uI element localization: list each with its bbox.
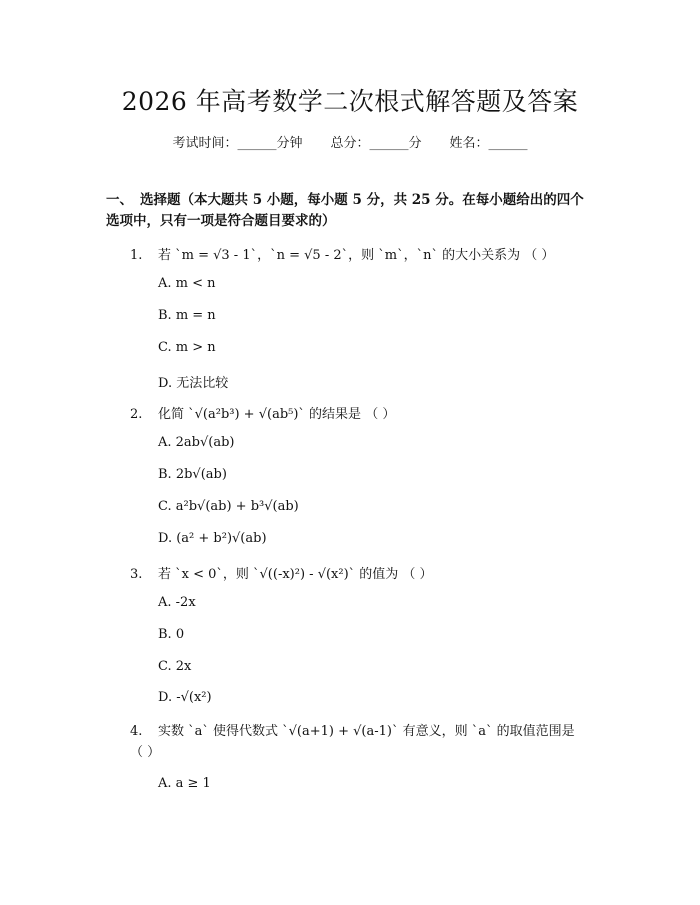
question-2-option-c: C. a²b√(ab) + b³√(ab) — [158, 499, 299, 514]
question-text: 若 `m = √3 - 1`，`n = √5 - 2`，则 `m`，`n` 的大小关系为 （ ） — [158, 248, 555, 263]
question-text: 实数 `a` 使得代数式 `√(a+1) + √(a-1)` 有意义，则 `a` 的取值范围是 （ ） — [130, 724, 575, 760]
question-1-option-a: A. m < n — [158, 276, 216, 291]
question-4-option-a: A. a ≥ 1 — [158, 776, 211, 791]
question-3-option-a: A. -2x — [158, 595, 196, 610]
question-1 — [130, 244, 554, 263]
question-3-option-b: B. 0 — [158, 627, 185, 642]
question-3-option-d: D. -√(x²) — [158, 690, 212, 705]
question-text: 若 `x < 0`，则 `√((-x)²) - √(x²)` 的值为 （ ） — [158, 567, 433, 582]
question-1-option-d: D. 无法比较 — [158, 376, 229, 391]
question-number: 4. — [130, 724, 143, 739]
question-number: 3. — [130, 567, 143, 582]
question-2-option-b: B. 2b√(ab) — [158, 467, 227, 482]
question-2 — [130, 403, 395, 422]
exam-time-field: 考试时间：______分钟 — [172, 136, 303, 151]
question-1-option-b: B. m = n — [158, 308, 216, 323]
section-heading-text: 选择题（本大题共 5 小题，每小题 5 分，共 25 分。在每小题给出的四个选项中，只有一项是符合题目要求的） — [106, 192, 584, 229]
section-number: 一、 — [106, 192, 133, 208]
question-3-option-c: C. 2x — [158, 659, 192, 674]
question-number: 1. — [130, 248, 143, 263]
page-title: 2026 年高考数学二次根式解答题及答案 — [121, 87, 579, 116]
question-2-option-d: D. (a² + b²)√(ab) — [158, 531, 267, 546]
section-heading — [106, 190, 592, 232]
question-number: 2. — [130, 407, 143, 422]
question-3 — [130, 563, 433, 582]
student-name-field: 姓名：______ — [449, 136, 528, 151]
question-1-option-c: C. m > n — [158, 340, 216, 355]
question-2-option-a: A. 2ab√(ab) — [158, 435, 235, 450]
question-text: 化简 `√(a²b³) + √(ab⁵)` 的结果是 （ ） — [158, 407, 396, 422]
question-4 — [130, 721, 590, 763]
total-score-field: 总分：______分 — [330, 136, 422, 151]
exam-info-row — [0, 132, 700, 151]
